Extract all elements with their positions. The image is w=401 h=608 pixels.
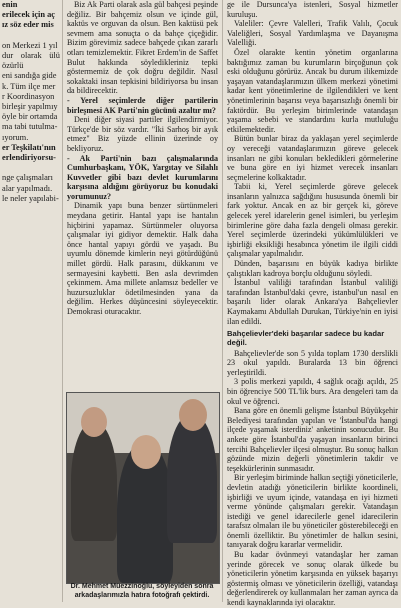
interview-paragraph-3: Dinamik yapı buna benzer sürtünmeleri meydana getirir. Hantal yapı ise hantalın hiçbirini yapamaz. Sürtünmeler oluyorsa çalışmalar iyi gidiyor demektir. Halk daha önce hantal yapıyı gördü ve yaşadı. Bu uyumlu dönemde kimlerin neyi götürdüğünü millet gördü. Halk parasını, dükkanını ve sermayesini kaybetti. Ben asla devrimden çekinmem. Ama millete anlamsız bedeller ve huzursuzluklar ödetilmesinden yana da değilim. Herkes düşüncesini söyleyecektir. Demokrasi oturacaktır. [67,201,218,316]
right-paragraph-5: Dünden, başarısını en büyük kadıya birlikte çalıştıkları kadroya borçlu olduğunu söyledi. [227,259,398,278]
right-column [222,0,401,608]
interview-question-1: - Yerel seçimlerde diğer partilerin birleşmesi AK Parti'nin gücünü azaltır mı? [67,95,218,115]
right-paragraph-11: Bu kadar övünmeyi vatandaşlar her zaman yerinde görecek ve sonuç olarak ülkede bu yöneticilerin yönetim karşısında en yüksek başarıyı göstermiş olması ve yöneticilerin özelliği, vatandaşı değerlendirerek oy kullanmaları her zaman ayrıca da kendi kaynaklarında iyi olacaktır. [227,550,398,608]
right-paragraph-7: Bahçelievler'de son 5 yılda toplam 1730 derslikli 23 okul yapıldı. Buralarda 13 bin öğrenci yerleştirildi. [227,348,398,377]
photo-caption: Dr. Mehmet Müezzinoğlu, söyleyiden sonra arkadaşlarımızla hatıra fotoğrafı çektirdi. [70,583,214,599]
left-column-line: dur olarak ülü özürlü [2,51,60,71]
left-column-lines [0,0,62,204]
right-paragraph-3: Bütün bunlar biraz da yaklaşan yerel seçimlerde oy vereceği vatandaşlarımızın göreve gelecek insanları ne gibi konuları bekledikleri görmelerine ve buna göre en iyi hizmet verecek insanları seçmelerine kolkaktadır. [227,134,398,182]
right-paragraph-6: İstanbul valiliği tarafından İstanbul valiliği tarafından İstanbul'daki çevre, istanbul'un nasıl en başarılı lider olarak Ankara'ya Bahçelievler Kaymakamı Abdullah Durukan, Türkiye'nin en iyisi ilan edildi. [227,278,398,326]
left-column-line: erilecek için aç [2,10,56,20]
right-paragraph-1: Valeliler: Çevre Valelleri, Trafik Valılı, Çocuk Valeliğleri, Sosyal Yardımlaşma ve Dayanışma Valelliği. [227,19,398,48]
left-column-line: birleşir yapılmıy [2,102,58,112]
subheading-bahcelievler: Bahçelievler'deki başarılar sadece bu kadar değil. [227,329,385,348]
person-right-head [179,399,207,431]
right-paragraph-4: Tabii ki, Yerel seçimlerde göreve gelecek insanların yalnızca sağdığını hususunda önemli bir fark yoktur. Ancak en az bir gerçek ki, göreve gelecek yerel idarelerin genel isimleri, bu yerleşim birimlerine göre daha fazla dengeli olması gerekir. Yerel seçimlerde üzerindeki yükümlülükleri ve işbirliği eksikliği hesabınca yönetim ile ilgili ciddi çalışmalar yapılmalıdır. [227,182,398,259]
left-column-line: alar yapılmadı. [2,183,53,193]
left-column-line: k. Tüm ilçe mer [2,81,56,91]
left-column-line: eni sandığa gide [2,71,57,81]
left-column-line: le neler yapılabi- [2,193,59,203]
left-column-line: er Teşkilatı'nın [2,142,56,152]
left-column-line [2,163,60,173]
right-paragraph-2: Özel olarakte kentin yönetim organlarına baktığımız zaman bu kurumların birçoğunun çok eski olduğunu görürüz. Ancak bu durum ilikemizde yaşayan vatandaşlarımızın ülkem merkezi yönetimi kadar kent yönetimlerine de ilgilendikleri ve kent yönetimlerinin başarısı veya başarısızlığı önemli bir faktördür. Bu yerleşim birimlerinde vatandaşın yaşama sebebi ve standardını kurla mutluluğu etkilemektedir. [227,47,398,134]
person-left-head [81,407,107,437]
interview-question-2: - Ak Parti'nin bazı çalışmalarında Cumhurbaşkanı, YÖK, Yargıtay ve Silahlı Kuvvetler gibi bazı devlet kurumlarını karşısına aldığını görüyoruz bu konudaki yorumunuz? [67,153,218,201]
left-column-line: erlendiriyorsu- [2,153,56,163]
left-column-fragment [0,0,62,602]
person-right-body [167,413,217,543]
right-paragraph-0: ge ile Dursunca'ya istenleri, Sosyal hizmetler kuruluşu. [227,0,398,19]
left-column-line: ıyorum. [2,132,29,142]
group-photo [66,392,220,584]
left-column-line: ız söz eder mis [2,20,54,30]
left-column-line: r Koordinasyon [2,91,55,101]
person-left-body [71,421,117,541]
right-paragraph-10: Bir yerleşim biriminde halkın seçtiği yöneticilerle, devletin atadığı yöneticilerin birlikte koordineli, işbirliği ve uyum içinde, vatandaşa en iyi hizmeti verme yönünde çalışmaları gerekir. Vatandaşın istediği ve genel idarecilerle genel idarecilerin tarafsız olmaları ile bu yöneticiler gösterebileceği en önemli özelliktir. Bu yönetimler de halkın sesini, tanıyarak doğru kararlar vermelidir. [227,473,398,550]
interview-paragraph-1: Biz Ak Parti olarak asla gül bahçesi peşinde değiliz. Bir bahçemiz olsun ve içinde gül, kaktüs ve orguvan da olsun. Ben kaktüsü pek sevmem ama sonuçta o da bahçe çiçeğidir. Bizim görevimiz sadece bahçede çıkan zararlı otları temizlemektir. Fikret Erdem'in de Saffet Bulut hakkında söyledikleriniz tepki göstermemiz de çok doğru değildir. Nasıl sokaktaki insan tepkisini bildiriyorsa bu insan da bildirecektir. [67,0,218,96]
right-paragraph-8: 3 polis merkezi yapıldı, 4 sağlık ocağı açıldı, 25 bin öğrenciye 500 TL'lik burs. Ara dengeleri tam da okul ve öğrenci. [227,377,398,406]
interview-paragraph-2: Deni diğer siyasi partiler ilgilendirmiyor. Türkçe'de bir söz vardır. "İki Sarhoş bir ayık etmez" Biz yüzde ellinin üzerinde oy bekliyoruz. [67,115,218,153]
left-column-line [2,31,60,41]
left-column-line: enin [2,0,18,9]
left-column-line: nge çalışmaları [2,173,53,183]
left-column-line: on Merkezi 1 yıl [2,40,58,50]
left-column-line: ma tabi tutulma- [2,122,58,132]
right-paragraph-9: Bana göre en önemli gelişme İstanbul Büyükşehir Belediyesi tarafından yapılan ve 'İstanbul'da hangi ilçede yaşamak isterdiniz' anketinin sonucudur. Bu ankete göre İstanbul'da yaşayan insanların birinci tercihi Bahçelievler ilçesi olmuştur. Bu sonuç halkın gözünde mizin değerli yönetimlerin takdir ve teşekkürlerinin sunmasıdır. [227,406,398,473]
person-center-head [131,435,161,469]
left-column-line: öyle bir ortamda [2,112,58,122]
